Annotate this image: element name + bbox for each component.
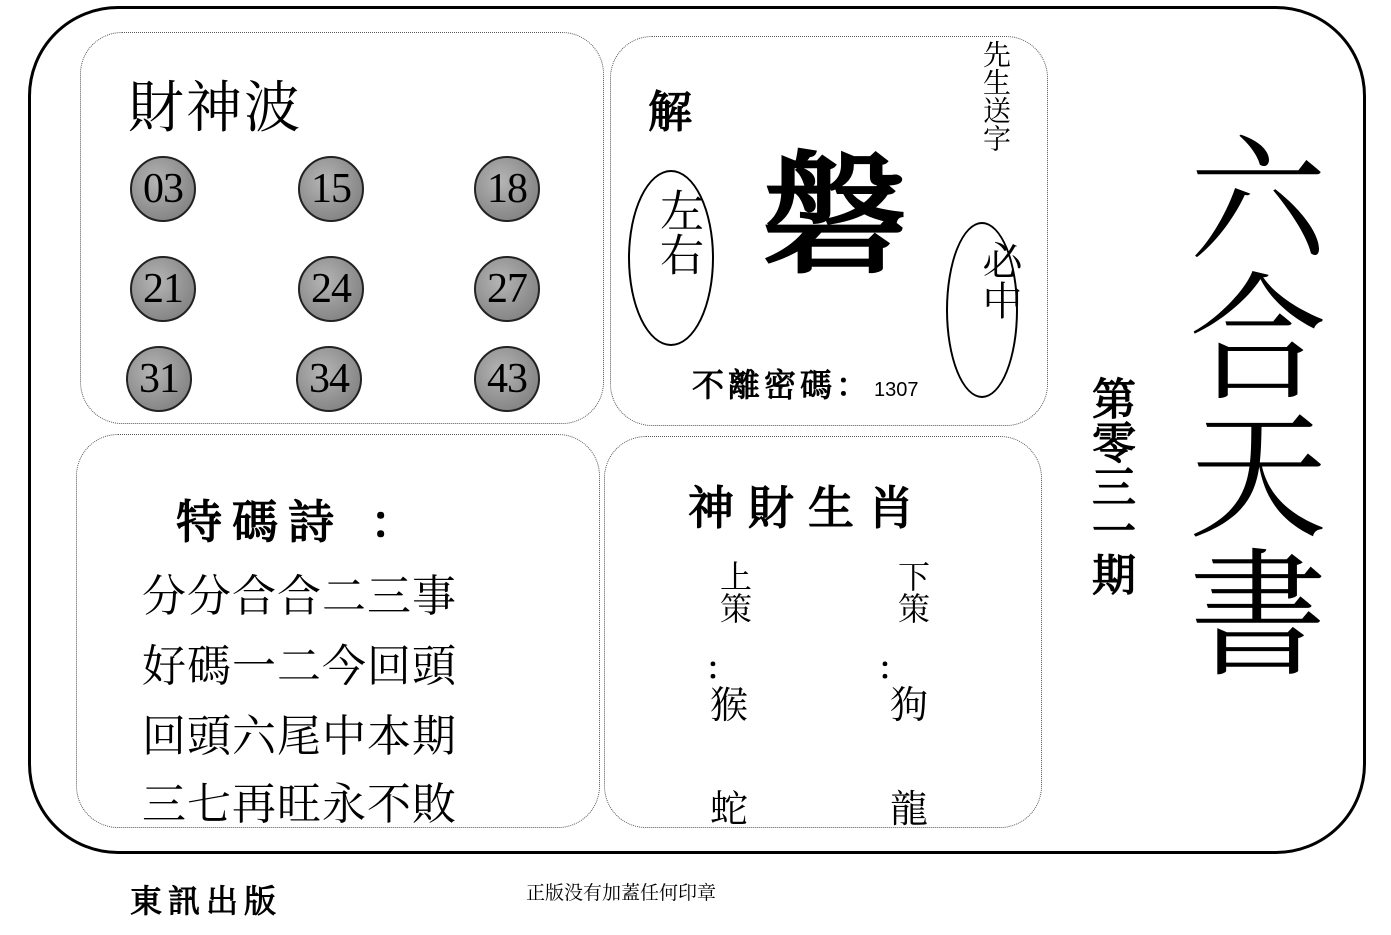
authenticity-notice: 正版没有加蓋任何印章 (526, 882, 717, 904)
number-ball: 21 (130, 256, 196, 322)
upper-animal: 蛇 (710, 787, 749, 831)
poem-line: 回頭六尾中本期 (142, 711, 457, 762)
left-right-text: 左右 (652, 188, 703, 276)
poem-line: 分分合合二三事 (142, 571, 457, 622)
number-ball: 24 (298, 256, 364, 322)
issue-number: 第零三一期 (1084, 376, 1135, 596)
book-title: 六合天書 (1166, 128, 1327, 680)
number-ball: 31 (126, 346, 192, 412)
poem-line: 三七再旺永不敗 (142, 779, 457, 830)
secret-code-value: 1307 (874, 379, 919, 401)
riddle-jie-label: 解 (648, 87, 692, 138)
upper-animal: 猴 (710, 683, 749, 727)
upper-strategy-label: 上策 (715, 560, 753, 624)
upper-colon: ： (706, 652, 736, 687)
gift-text: 先生送字 (979, 40, 1012, 152)
number-ball: 27 (474, 256, 540, 322)
riddle-main-char: 磐 (762, 139, 908, 293)
number-ball: 43 (474, 346, 540, 412)
wave-title: 財神波 (128, 76, 302, 141)
poem-title: 特碼詩 ： (176, 495, 427, 549)
number-ball: 15 (298, 156, 364, 222)
lower-strategy-label: 下策 (893, 560, 931, 624)
number-ball: 18 (474, 156, 540, 222)
publisher: 東訊出版 (130, 882, 283, 920)
number-ball: 03 (130, 156, 196, 222)
zodiac-title: 神財生肖 (688, 481, 928, 535)
secret-code-row (692, 360, 919, 406)
secret-code-label: 不離密碼： (692, 366, 873, 404)
lower-animal: 龍 (890, 787, 929, 831)
lower-colon: ： (878, 652, 908, 687)
number-ball: 34 (296, 346, 362, 412)
poem-line: 好碼一二今回頭 (142, 641, 457, 692)
lower-animal: 狗 (890, 683, 929, 727)
must-hit-text: 必中 (976, 240, 1022, 320)
